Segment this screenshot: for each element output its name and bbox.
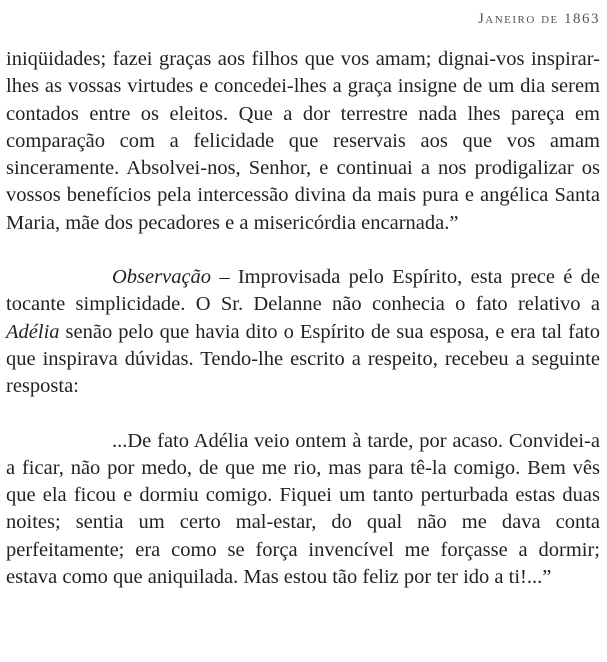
paragraph-prayer-ending: iniqüidades; fazei graças aos filhos que vos amam; dignai-vos inspirar-lhes as vossas virtudes e concedei-lhes a graça insigne de um dia serem contados entre os eleitos. Que a dor terrestre nada lhes pareça em comparação com a felicidade que reservais aos que vos amam sinceramente. Absolvei-nos, Senhor, e continuai a nos prodigalizar os vossos benefícios pela intercessão divina da mais pura e angélica Santa Maria, mãe dos pecadores e a misericórdia encarnada.” — [6, 48, 600, 234]
observation-name: Adélia — [6, 320, 60, 343]
document-page — [6, 0, 600, 662]
running-header: Janeiro de 1863 — [477, 11, 600, 27]
observation-text-a: – Improvisada pelo Espírito, esta prece é de tocante simplicidade. O Sr. Delanne não conhecia o fato relativo a — [6, 266, 600, 316]
body-text — [6, 46, 600, 591]
observation-text-b: senão pelo que havia dito o Espírito de sua esposa, e era tal fato que inspirava dúvidas. Tendo-lhe escrito a respeito, recebeu a seguinte resposta: — [6, 320, 600, 398]
paragraph-observation — [6, 264, 600, 400]
observation-label: Observação — [112, 266, 212, 289]
paragraph-letter-quote: ...De fato Adélia veio ontem à tarde, por acaso. Convidei-a a ficar, não por medo, de que me rio, mas para tê-la comigo. Bem vês que ela ficou e dormiu comigo. Fiquei um tanto perturbada estas duas noites; sentia um certo mal-estar, do qual não me dava conta perfeitamente; era como se força invencível me forçasse a dormir; estava como que aniquilada. Mas estou tão feliz por ter ido a ti!...” — [6, 429, 600, 589]
paragraph-gap — [6, 401, 600, 428]
paragraph-gap — [6, 237, 600, 264]
